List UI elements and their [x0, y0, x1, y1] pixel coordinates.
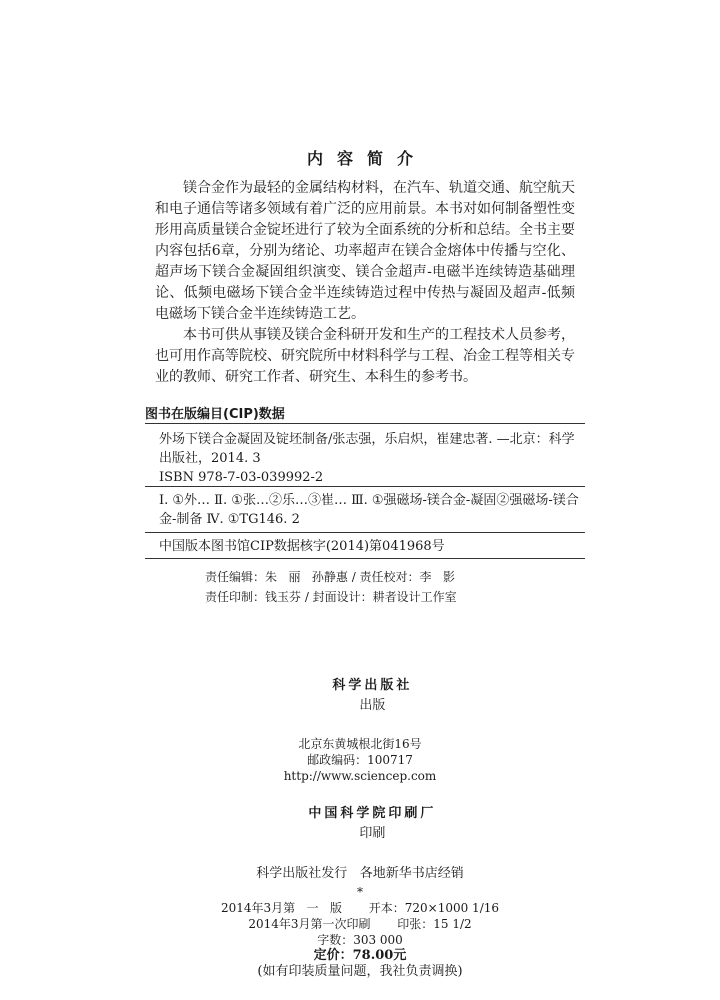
- distribution-line: 科学出版社发行 各地新华书店经销: [256, 866, 464, 881]
- publisher-suffix: 出版: [359, 698, 386, 713]
- publisher-address: 北京东黄城根北街16号: [298, 737, 422, 751]
- printing-line: 2014年3月第一次印刷 印张：15 1/2: [248, 917, 472, 931]
- staff-line-editors: 责任编辑：朱 丽 孙静惠 / 责任校对：李 影: [205, 570, 456, 584]
- divider: [145, 423, 585, 424]
- divider: [145, 558, 585, 559]
- replacement-notice: (如有印装质量问题，我社负责调换): [257, 964, 463, 979]
- summary-paragraph-1: 镁合金作为最轻的金属结构材料，在汽车、轨道交通、航空航天和电子通信等诸多领域有着广泛的应用前景。本书对如何制备塑性变形用高质量镁合金锭坯进行了较为全面系统的分析和总结。全书主要内容包括6章，分别为绪论、功率超声在镁合金熔体中传播与空化、超声场下镁合金凝固组织演变、镁合金超声-电磁半连续铸造基础理论、低频电磁场下镁合金半连续铸造过程中传热与凝固及超声-低频电磁场下镁合金半连续铸造工艺。: [155, 180, 575, 322]
- staff-credits: [205, 567, 605, 607]
- edition-line: 2014年3月第 一 版 开本：720×1000 1/16: [220, 901, 500, 915]
- price: 定价：78.00元: [313, 948, 407, 963]
- printer-name: 中国科学院印刷厂: [308, 806, 437, 821]
- staff-line-production: 责任印制：钱玉芬 / 封面设计：耕者设计工作室: [205, 590, 457, 604]
- cip-isbn: ISBN 978-7-03-039992-2: [159, 470, 324, 485]
- printer-suffix: 印刷: [359, 826, 386, 841]
- summary-paragraph-2: 本书可供从事镁及镁合金科研开发和生产的工程技术人员参考，也可用作高等院校、研究院所中材料科学与工程、冶金工程等相关专业的教师、研究工作者、研究生、本科生的参考书。: [155, 327, 575, 385]
- publisher-block: [170, 656, 550, 980]
- separator-mark: *: [357, 885, 363, 899]
- cip-library-note: [145, 537, 585, 556]
- divider: [145, 532, 585, 533]
- publisher-url: http://www.sciencep.com: [283, 769, 437, 783]
- book-summary: [155, 178, 575, 388]
- cip-heading: 图书在版编目(CIP)数据: [145, 407, 285, 422]
- cip-subjects-text: Ⅰ. ①外… Ⅱ. ①张…②乐…③崔… Ⅲ. ①强磁场-镁合金-凝固②强磁场-镁合金-制备 Ⅳ. ①TG146. 2: [159, 493, 579, 527]
- publisher-name: 科学出版社: [332, 678, 413, 693]
- cip-library-note-text: 中国版本图书馆CIP数据核字(2014)第041968号: [159, 539, 445, 554]
- cip-record: [145, 430, 585, 487]
- cip-subjects: [145, 491, 585, 529]
- cip-record-text: 外场下镁合金凝固及锭坯制备/张志强，乐启炽，崔建忠著. —北京：科学出版社，2014. 3: [159, 432, 575, 466]
- divider: [145, 486, 585, 487]
- publisher-postcode: 邮政编码：100717: [307, 753, 413, 767]
- page-title: 内容简介: [306, 149, 427, 168]
- word-count: 字数：303 000: [317, 933, 403, 947]
